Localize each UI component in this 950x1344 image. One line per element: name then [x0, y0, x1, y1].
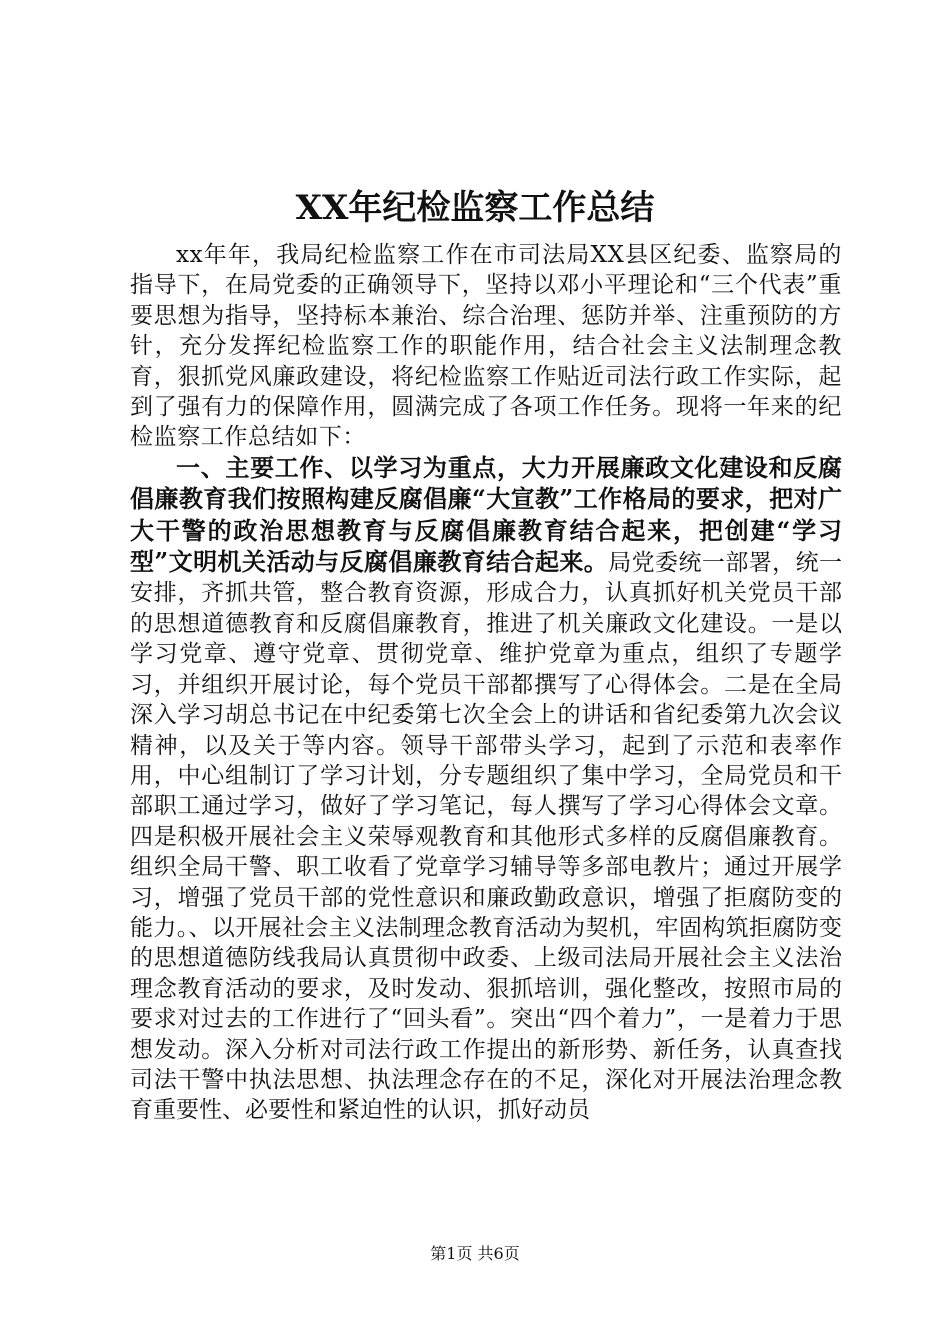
intro-paragraph: xx年年，我局纪检监察工作在市司法局XX县区纪委、监察局的指导下，在局党委的正确领导下，坚持以邓小平理论和“三个代表”重要思想为指导，坚持标本兼治、综合治理、惩防并举、注重预防的方针，充分发挥纪检监察工作的职能作用，结合社会主义法制理念教育，狠抓党风廉政建设，将纪检监察工作贴近司法行政工作实际，起到了强有力的保障作用，圆满完成了各项工作任务。现将一年来的纪检监察工作总结如下： — [130, 242, 842, 451]
section-one-heading: 一、主要工作、以学习为重点，大力开展廉政文化建设和反腐倡廉教育我们按照构建反腐倡廉“大宣教”工作格局的要求，把对广大干警的政治思想教育与反腐倡廉教育结合起来，把创建“学习型”文明机关活动与反腐倡廉教育结合起来。 — [130, 452, 842, 577]
document-body — [130, 240, 842, 1126]
section-one-paragraph — [130, 453, 842, 1126]
section-one-text: 局党委统一部署，统一安排，齐抓共管，整合教育资源，形成合力，认真抓好机关党员干部的思想道德教育和反腐倡廉教育，推进了机关廉政文化建设。一是以学习党章、遵守党章、贯彻党章、维护党章为重点，组织了专题学习，并组织开展讨论，每个党员干部都撰写了心得体会。二是在全局深入学习胡总书记在中纪委第七次全会上的讲话和省纪委第九次会议精神，以及关于等内容。领导干部带头学习，起到了示范和表率作用，中心组制订了学习计划，分专题组织了集中学习，全局党员和干部职工通过学习，做好了学习笔记，每人撰写了学习心得体会文章。四是积极开展社会主义荣辱观教育和其他形式多样的反腐倡廉教育。组织全局干警、职工收看了党章学习辅导等多部电教片；通过开展学习，增强了党员干部的党性意识和廉政勤政意识，增强了拒腐防变的能力。、以开展社会主义法制理念教育活动为契机，牢固构筑拒腐防变的思想道德防线我局认真贯彻中政委、上级司法局开展社会主义法治理念教育活动的要求，及时发动、狠抓培训，强化整改，按照市局的要求对过去的工作进行了“回头看”。突出“四个着力”，一是着力于思想发动。深入分析对司法行政工作提出的新形势、新任务，认真查找司法干警中执法思想、执法理念存在的不足，深化对开展法治理念教育重要性、必要性和紧迫性的认识，抓好动员 — [130, 550, 843, 1124]
page-number-footer: 第1页 共6页 — [430, 1244, 520, 1263]
document-title: XX年纪检监察工作总结 — [295, 188, 655, 228]
